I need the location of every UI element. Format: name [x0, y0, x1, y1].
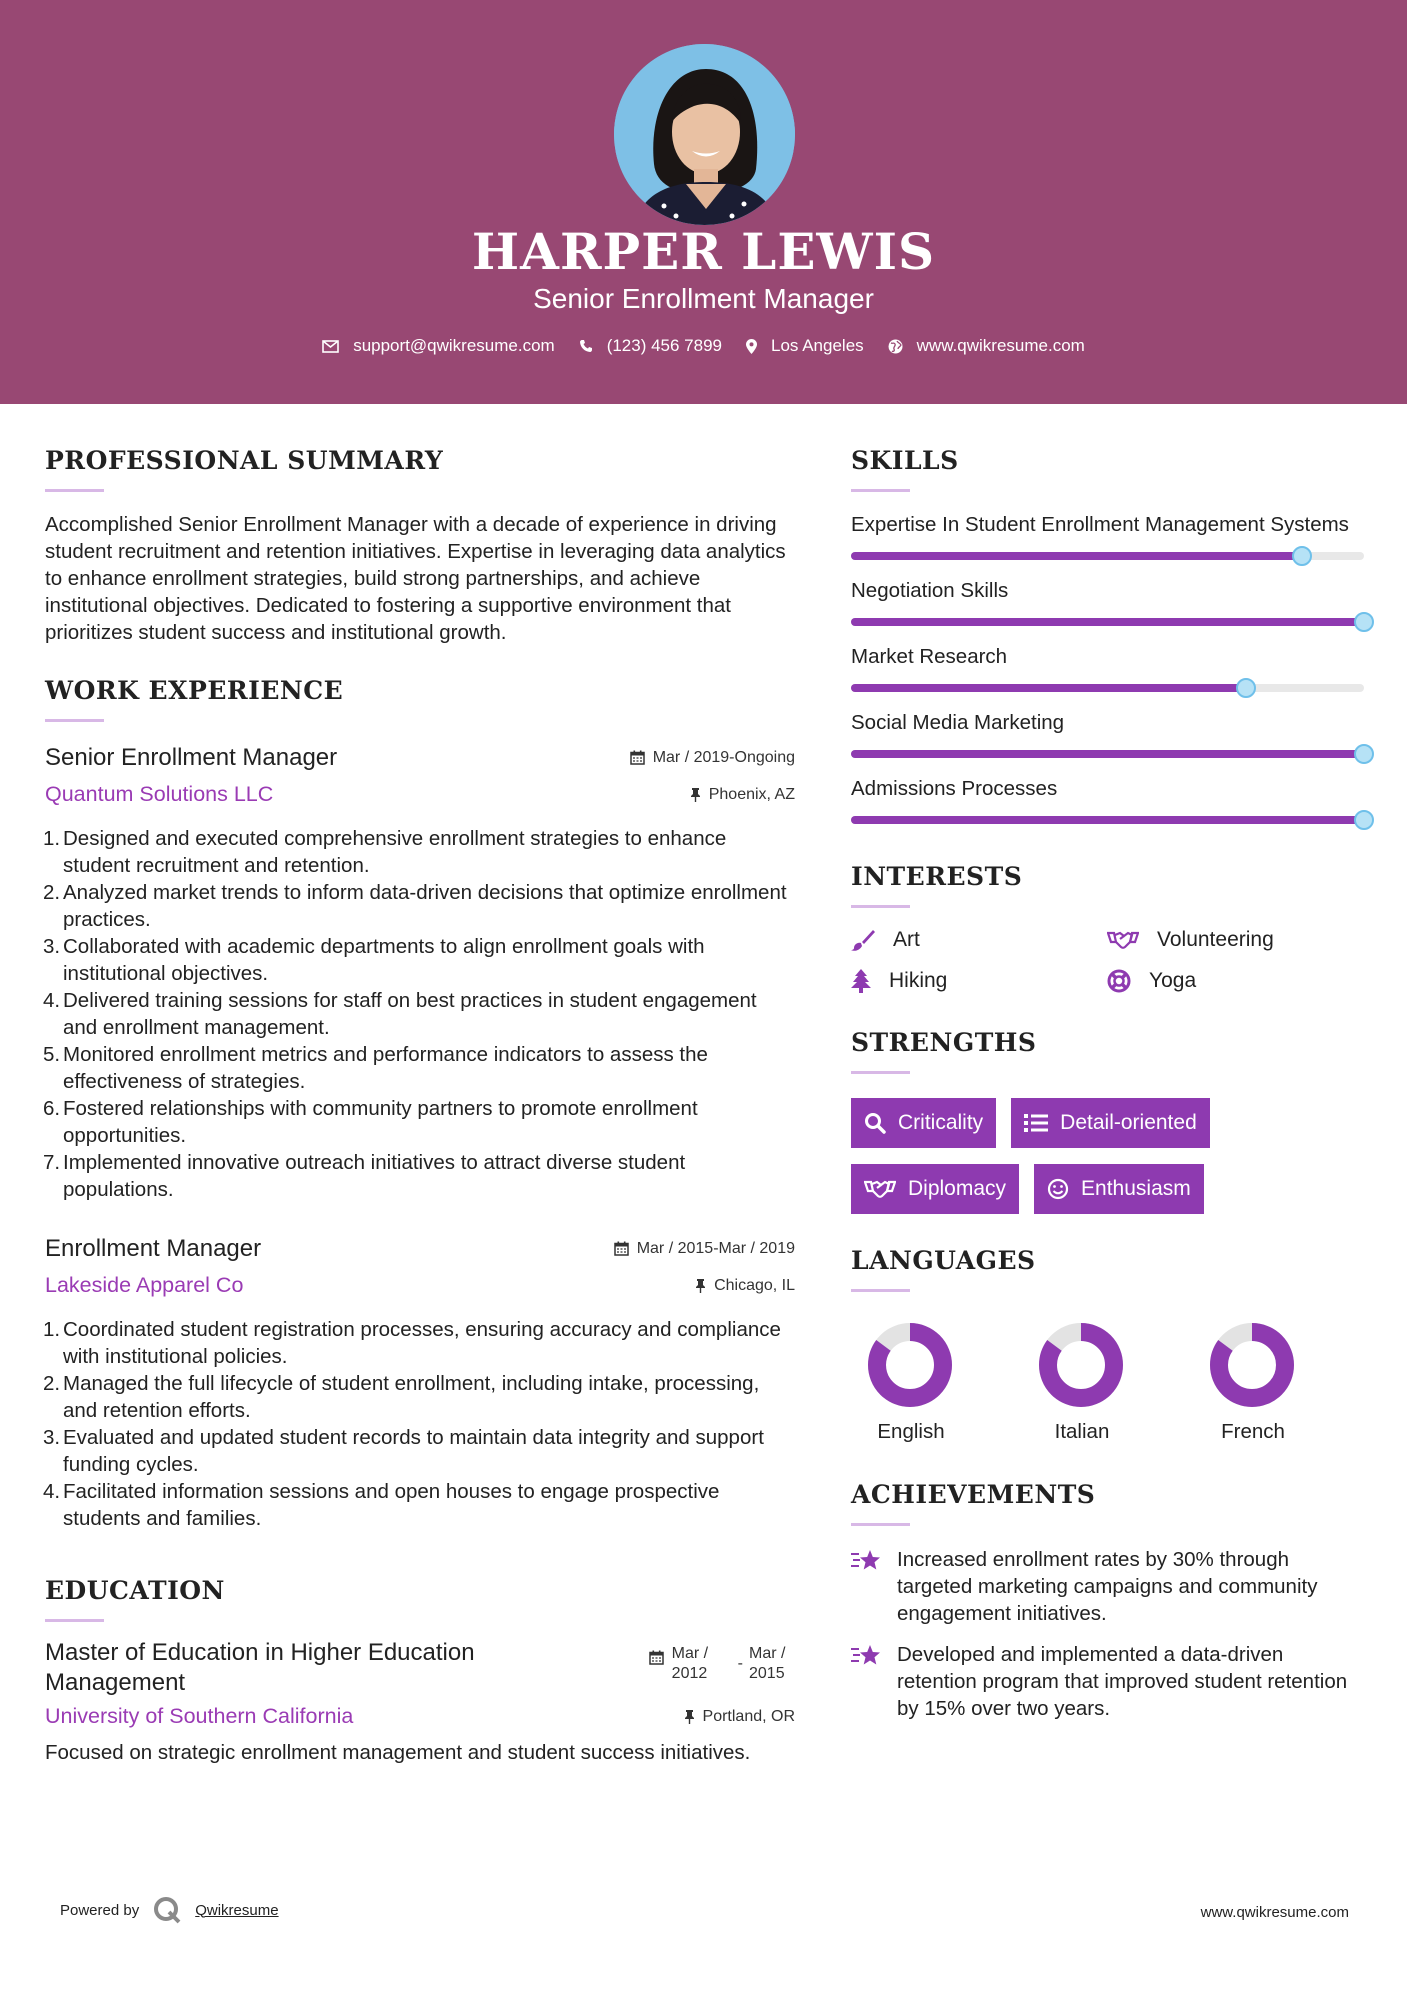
strengths-section: [851, 1028, 1366, 1230]
pushpin-icon: [690, 788, 701, 802]
achievement-text: Increased enrollment rates by 30% through targeted marketing campaigns and community engagement initiatives.: [897, 1548, 1318, 1625]
education-end: Mar / 2015: [749, 1645, 786, 1682]
language-item: [1193, 1322, 1364, 1444]
interest-item: [1107, 969, 1363, 993]
qwikresume-logo-icon: [153, 1896, 181, 1924]
section-divider: [851, 489, 910, 492]
section-divider: [851, 1523, 910, 1526]
summary-text: Accomplished Senior Enrollment Manager with a decade of experience in driving student recruitment and retention initiatives. Expertise in leveraging data analytics to enhance enrollment strategies, build strong partnerships, and achieve institutional objectives. Dedicated to fostering a supportive environment that prioritizes student success and institutional growth.: [45, 513, 786, 644]
job-location-text: Chicago, IL: [714, 1276, 795, 1294]
achievement-item: [851, 1641, 1366, 1722]
job-title: Enrollment Manager: [45, 1235, 262, 1262]
experience-section: [45, 676, 795, 1532]
languages-section: [851, 1246, 1366, 1444]
skill-level-fill: [851, 552, 1302, 560]
lifebuoy-icon: [1107, 969, 1131, 993]
skills-list: [851, 511, 1366, 824]
job-date: [630, 749, 795, 767]
job-entry: [45, 744, 795, 1203]
skill-item: [851, 577, 1366, 626]
education-dates: [649, 1644, 795, 1698]
list-item: 3. Collaborated with academic departments to align enrollment goals with institutional objectives.: [43, 935, 705, 985]
skill-name: Negotiation Skills: [851, 579, 1009, 602]
pushpin-icon: [695, 1279, 706, 1293]
powered-by-label: Powered by: [60, 1901, 140, 1919]
school-location-text: Portland, OR: [702, 1707, 795, 1725]
skill-level-fill: [851, 750, 1364, 758]
section-divider: [851, 1289, 910, 1292]
section-divider: [45, 489, 104, 492]
language-name: English: [877, 1420, 945, 1443]
language-name: French: [1221, 1420, 1285, 1443]
education-description: Focused on strategic enrollment management and student success initiatives.: [45, 1741, 751, 1764]
section-divider: [45, 1619, 104, 1622]
job-location: [690, 786, 795, 804]
skill-level-knob: [1236, 678, 1256, 698]
globe-icon: [888, 339, 903, 354]
school-name: University of Southern California: [45, 1704, 354, 1728]
education-heading: EDUCATION: [45, 1576, 225, 1605]
calendar-icon: [630, 750, 645, 765]
language-level-donut: [1038, 1322, 1124, 1408]
strength-tag: [851, 1098, 996, 1148]
skill-level-knob: [1292, 546, 1312, 566]
summary-heading: PROFESSIONAL SUMMARY: [45, 446, 444, 475]
skill-level-knob: [1354, 810, 1374, 830]
left-column: [45, 446, 795, 1766]
achievement-item: [851, 1546, 1366, 1627]
interest-item: [1107, 928, 1363, 952]
job-bullets: [45, 825, 795, 1203]
profile-photo-illustration: [614, 44, 795, 225]
smile-icon: [1047, 1178, 1069, 1200]
footer-url[interactable]: www.qwikresume.com: [1200, 1904, 1349, 1921]
strength-label: Enthusiasm: [1081, 1177, 1191, 1200]
job-entry: [45, 1235, 795, 1532]
language-level-donut: [867, 1322, 953, 1408]
languages-list: [851, 1322, 1366, 1444]
skill-name: Market Research: [851, 645, 1008, 668]
skill-level-bar: [851, 552, 1364, 560]
skills-heading: SKILLS: [851, 446, 959, 475]
strength-tag: [851, 1164, 1019, 1214]
contact-location-text: Los Angeles: [771, 336, 864, 355]
list-item: 1. Designed and executed comprehensive enrollment strategies to enhance student recruitment and retention.: [43, 827, 727, 877]
job-location-text: Phoenix, AZ: [708, 785, 795, 803]
right-column: [851, 446, 1366, 1722]
section-divider: [851, 905, 910, 908]
language-item: [1022, 1322, 1193, 1444]
languages-heading: LANGUAGES: [851, 1246, 1036, 1275]
list-item: 7. Implemented innovative outreach initiatives to attract diverse student populations.: [43, 1151, 686, 1201]
summary-section: [45, 446, 795, 646]
interest-label: Art: [893, 928, 920, 951]
skill-item: [851, 511, 1366, 560]
skill-level-fill: [851, 618, 1364, 626]
date-separator: -: [737, 1655, 743, 1672]
phone-icon: [579, 339, 593, 353]
contact-phone[interactable]: [579, 336, 722, 356]
strengths-heading: STRENGTHS: [851, 1028, 1037, 1057]
list-item: 1. Coordinated student registration processes, ensuring accuracy and compliance with institutional policies.: [43, 1318, 781, 1368]
handshake-icon: [1107, 930, 1139, 950]
degree-title: Master of Education in Higher Education Management: [45, 1639, 475, 1696]
list-item: 4. Delivered training sessions for staff on best practices in student engagement and enrollment management.: [43, 989, 757, 1039]
job-title: Senior Enrollment Manager: [45, 744, 338, 771]
experience-heading: WORK EXPERIENCE: [45, 676, 344, 705]
strength-tag: [1011, 1098, 1210, 1148]
skill-level-bar: [851, 684, 1364, 692]
list-icon: [1024, 1113, 1048, 1133]
interests-section: [851, 862, 1366, 993]
interests-grid: [851, 928, 1366, 993]
skill-name: Expertise In Student Enrollment Management Systems: [851, 513, 1349, 536]
skill-level-bar: [851, 750, 1364, 758]
job-company: Quantum Solutions LLC: [45, 782, 274, 806]
section-divider: [45, 719, 104, 722]
calendar-icon: [614, 1241, 629, 1256]
language-item: [851, 1322, 1022, 1444]
interest-label: Yoga: [1149, 969, 1197, 992]
skill-item: [851, 643, 1366, 692]
school-location: [684, 1708, 795, 1726]
search-icon: [864, 1112, 886, 1134]
interest-item: [851, 969, 1107, 993]
profile-photo: [614, 44, 795, 225]
handshake-icon: [864, 1179, 896, 1199]
job-company: Lakeside Apparel Co: [45, 1273, 244, 1297]
header-banner: [0, 0, 1407, 404]
interests-heading: INTERESTS: [851, 862, 1023, 891]
candidate-name: HARPER LEWIS: [471, 222, 936, 281]
strength-label: Criticality: [898, 1111, 984, 1134]
strength-label: Diplomacy: [908, 1177, 1007, 1200]
achievements-heading: ACHIEVEMENTS: [851, 1480, 1096, 1509]
interest-label: Volunteering: [1157, 928, 1274, 951]
job-location: [695, 1277, 795, 1295]
list-item: 3. Evaluated and updated student records to maintain data integrity and support funding cycles.: [43, 1426, 764, 1476]
job-date-text: Mar / 2015-Mar / 2019: [636, 1239, 795, 1257]
skill-level-knob: [1354, 612, 1374, 632]
contact-website-text: www.qwikresume.com: [916, 336, 1085, 355]
interest-item: [851, 928, 1107, 952]
qwikresume-link[interactable]: Qwikresume: [195, 1901, 279, 1919]
contact-email[interactable]: [322, 336, 555, 356]
education-section: [45, 1576, 795, 1766]
star-award-icon: [851, 1548, 883, 1574]
language-level-donut: [1209, 1322, 1295, 1408]
skill-name: Admissions Processes: [851, 777, 1058, 800]
language-name: Italian: [1054, 1420, 1110, 1443]
interest-label: Hiking: [889, 969, 948, 992]
strength-label: Detail-oriented: [1060, 1111, 1197, 1134]
list-item: 6. Fostered relationships with community partners to promote enrollment opportunities.: [43, 1097, 698, 1147]
achievement-text: Developed and implemented a data-driven retention program that improved student retention by 15% over two years.: [897, 1643, 1348, 1720]
skill-level-bar: [851, 816, 1364, 824]
list-item: 2. Managed the full lifecycle of student enrollment, including intake, processing, and retention efforts.: [43, 1372, 760, 1422]
candidate-role: Senior Enrollment Manager: [533, 283, 874, 314]
map-pin-icon: [746, 339, 757, 354]
paintbrush-icon: [851, 929, 875, 951]
achievements-section: [851, 1480, 1366, 1722]
envelope-icon: [322, 340, 339, 353]
contact-bar: [0, 336, 1407, 356]
contact-website[interactable]: [888, 336, 1085, 356]
skill-name: Social Media Marketing: [851, 711, 1065, 734]
contact-email-text: support@qwikresume.com: [353, 336, 555, 355]
footer-powered-by: [60, 1896, 279, 1924]
skill-level-fill: [851, 684, 1246, 692]
tree-icon: [851, 969, 871, 993]
list-item: 2. Analyzed market trends to inform data-driven decisions that optimize enrollment practices.: [43, 881, 787, 931]
calendar-icon: [649, 1650, 664, 1665]
skills-section: [851, 446, 1366, 824]
strengths-tags: [851, 1098, 1366, 1230]
contact-location: [746, 336, 864, 356]
education-start: Mar / 2012: [671, 1645, 709, 1682]
skill-item: [851, 709, 1366, 758]
skill-level-fill: [851, 816, 1364, 824]
job-date-text: Mar / 2019-Ongoing: [652, 748, 795, 766]
contact-phone-text: (123) 456 7899: [606, 336, 723, 355]
list-item: 5. Monitored enrollment metrics and performance indicators to assess the effectiveness of strategies.: [43, 1043, 708, 1093]
job-date: [614, 1240, 795, 1258]
skill-level-bar: [851, 618, 1364, 626]
star-award-icon: [851, 1643, 883, 1669]
job-bullets: [45, 1316, 795, 1532]
skill-level-knob: [1354, 744, 1374, 764]
list-item: 4. Facilitated information sessions and open houses to engage prospective students and families.: [43, 1480, 720, 1530]
strength-tag: [1034, 1164, 1204, 1214]
section-divider: [851, 1071, 910, 1074]
pushpin-icon: [684, 1710, 695, 1724]
skill-item: [851, 775, 1366, 824]
